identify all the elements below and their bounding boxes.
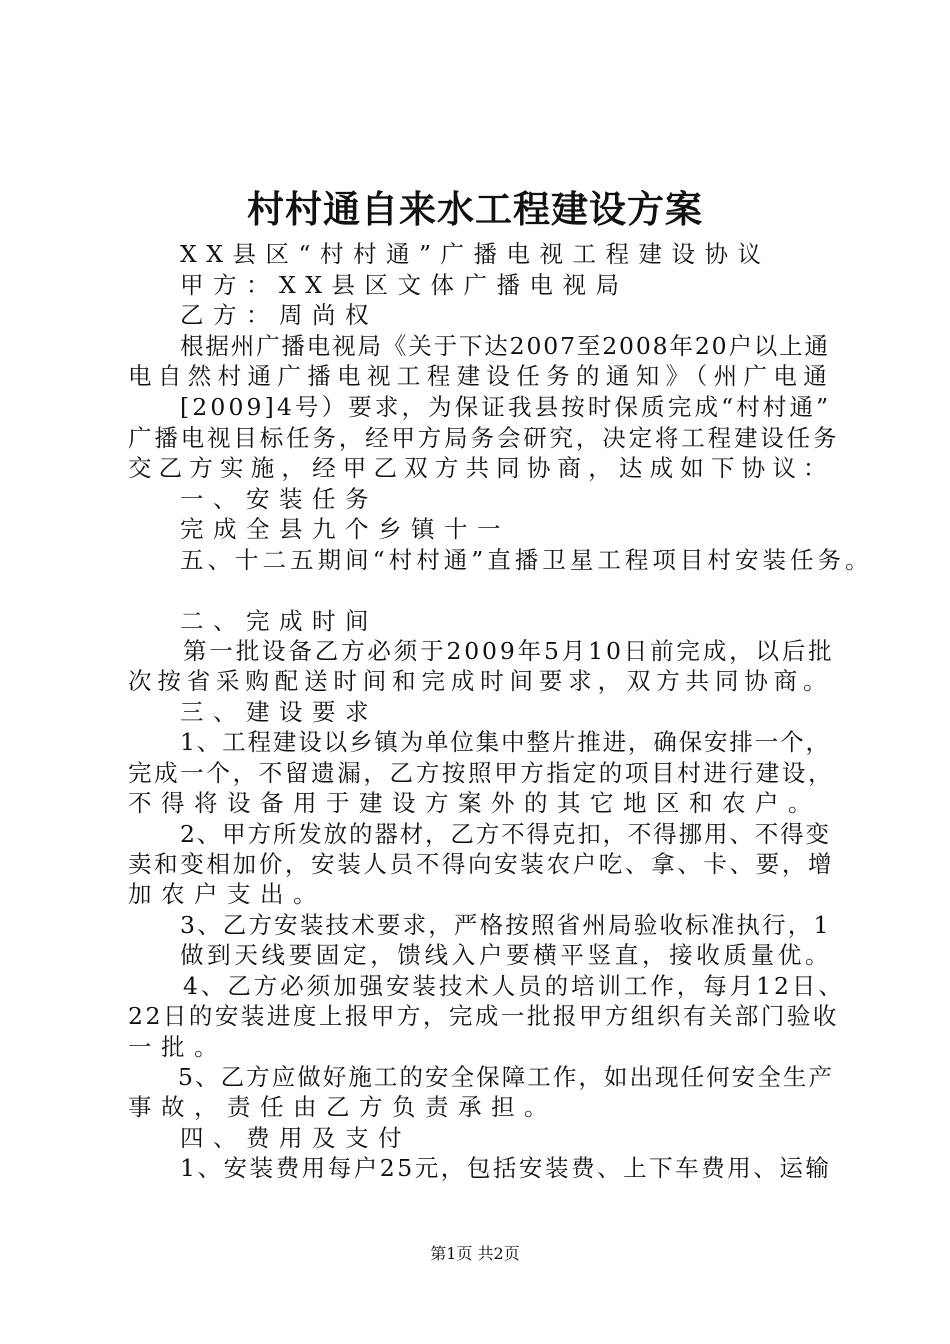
party-a-line: 甲方：XX县区文体广播电视局: [180, 271, 629, 299]
body-line: 不得将设备用于建设方案外的其它地区和农户。: [128, 789, 821, 817]
body-line: 卖和变相加价，安装人员不得向安装农户吃、拿、卡、要，增: [128, 850, 835, 878]
section-heading-completion-time: 二、完成时间: [180, 607, 378, 635]
section-heading-requirements: 三、建设要求: [180, 698, 378, 726]
body-line: 2、甲方所发放的器材，乙方不得克扣，不得挪用、不得变: [180, 820, 831, 848]
body-line: 交乙方实施，经甲乙双方共同协商，达成如下协议：: [128, 454, 834, 482]
body-line: 1、安装费用每户25元，包括安装费、上下车费用、运输: [180, 1154, 832, 1182]
body-line: 电自然村通广播电视工程建设任务的通知》（州广电通: [128, 362, 834, 390]
body-line: 一批。: [128, 1033, 227, 1061]
body-line: 完成全县九个乡镇十一: [180, 515, 510, 543]
body-line: 事故，责任由乙方负责承担。: [128, 1093, 557, 1121]
body-line: 加农户支出。: [128, 880, 326, 908]
page-number-footer: 第1页 共2页: [430, 1244, 520, 1263]
body-line: 做到天线要固定，馈线入户要横平竖直，接收质量优。: [180, 941, 833, 969]
body-line: 完成一个，不留遗漏，乙方按照甲方指定的项目村进行建设，: [128, 759, 835, 787]
body-line: [2009]4号）要求，为保证我县按时保质完成“村村通”: [180, 393, 832, 421]
body-line: 5、乙方应做好施工的安全保障工作，如出现任何安全生产: [178, 1063, 835, 1091]
body-line: 次按省采购配送时间和完成时间要求，双方共同协商。: [128, 667, 833, 695]
section-heading-installation: 一、安装任务: [180, 485, 378, 513]
document-title: 村村通自来水工程建设方案: [247, 187, 703, 231]
body-line: 4、乙方必须加强安装技术人员的培训工作，每月12日、: [183, 972, 845, 1000]
body-line: 1、工程建设以乡镇为单位集中整片推进，确保安排一个，: [180, 728, 831, 756]
body-line: 22日的安装进度上报甲方，完成一批报甲方组织有关部门验收: [128, 1002, 839, 1030]
body-line: 第一批设备乙方必须于2009年5月10日前完成，以后批: [183, 637, 835, 665]
agreement-title-line: XX县区“村村通”广播电视工程建设协议: [180, 240, 771, 268]
body-line: 3、乙方安装技术要求，严格按照省州局验收标准执行，1: [180, 911, 831, 939]
section-heading-fees: 四、费用及支付: [180, 1124, 411, 1152]
party-b-line: 乙方：周尚权: [180, 301, 378, 329]
body-line: 五、十二五期间“村村通”直播卫星工程项目村安装任务。: [180, 546, 873, 574]
body-line: 根据州广播电视局《关于下达2007至2008年20户以上通: [180, 332, 830, 360]
body-line: 广播电视目标任务，经甲方局务会研究，决定将工程建设任务: [128, 424, 840, 452]
